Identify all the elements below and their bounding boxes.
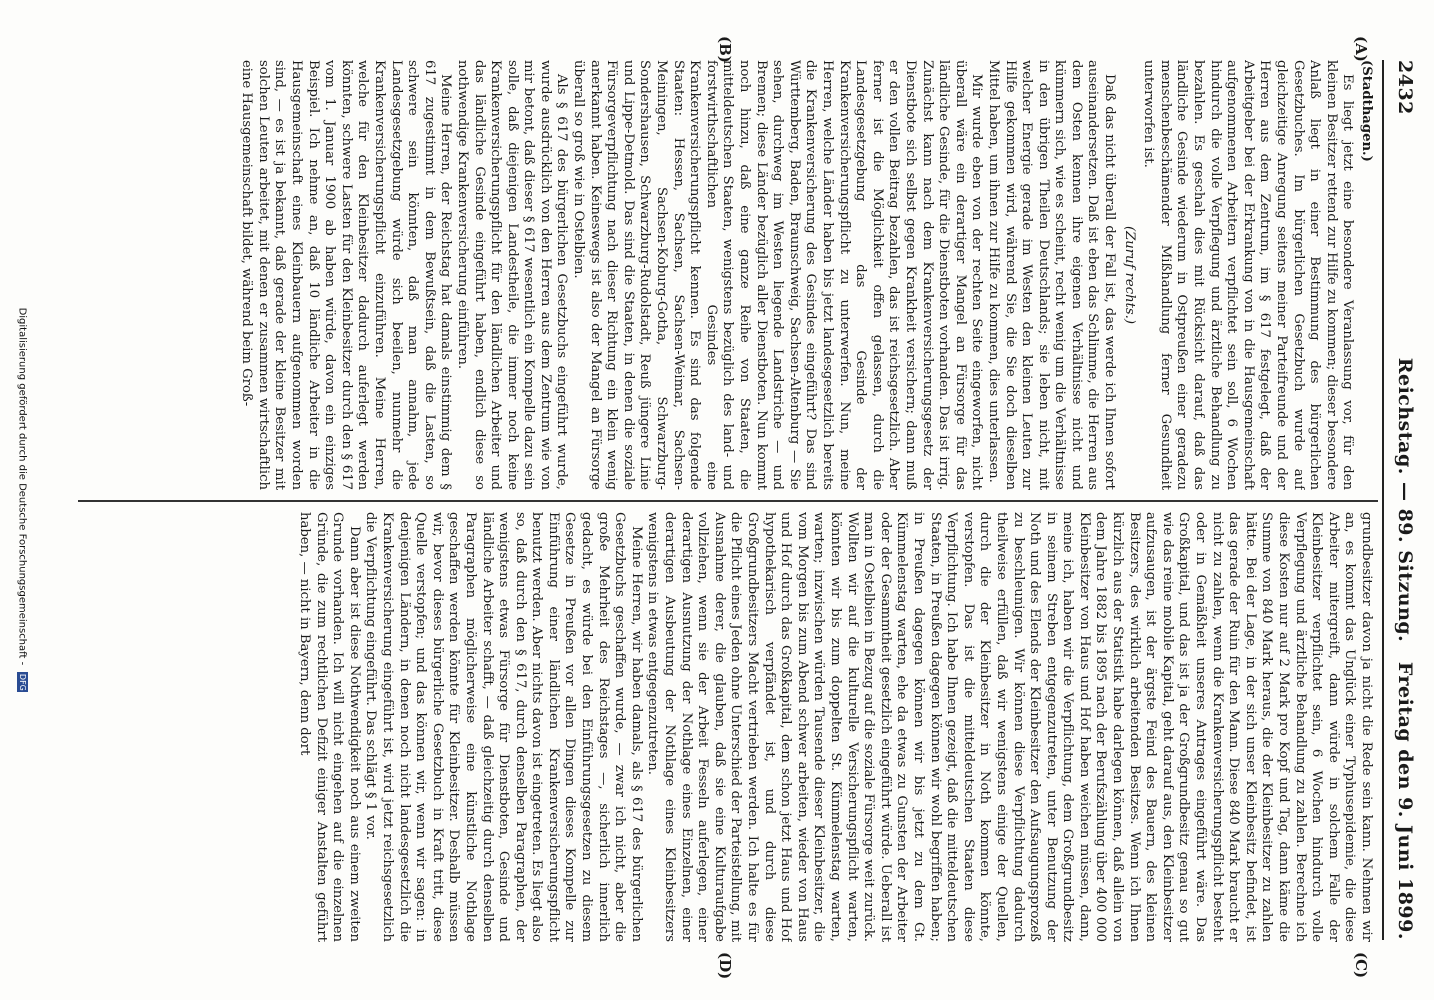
paragraph: grundbesitzer davon ja nicht die Rede sein kann. Nehmen wir an, es kommt das Unglück einer Typhusepidemie, die diese Arbeiter mitergreift, dann würde in solchem Falle der Kleinbesitzer verpflichtet sein, 6 Wochen hindurch volle Verpflegung und ärztliche Behandlung zu zahlen. Berechne ich diese Kosten nur auf 2 Mark pro Kopf und Tag, dann käme die Summe von 840 Mark heraus, die der Kleinbesitzer zu zahlen hätte. Bei der Lage, in der sich unser Kleinbesitz befindet, ist das gerade der Ruin für den Mann. Diese 840 Mark braucht er nicht zu zahlen, wenn die Krankenversicherungspflicht besteht oder in Gemäßheit unseres Antrages eingeführt wäre. Das Großkapital, und das ist ja der Großgrundbesitz genau so gut wie das reine mobile Kapital, geht darauf aus, den Kleinbesitzer aufzusaugen, ist der ärgste Feind des Bauern, des kleinen Besitzers, des wirklich arbeitenden Besitzes. Wenn ich Ihnen kürzlich aus der Statistik habe darlegen können, daß allein von dem Jahre 1882 bis 1895 nach der Berufszählung über 400 000 Kleinbesitzer von Haus und Hof haben weichen müssen, dann, meine ich, haben wir die Verpflichtung, dem Großgrundbesitz in seinem Streben entgegenzutreten, unter Benutzung der Noth und des Elends der Kleinbesitzer den Aufsaugungsprozeß zu beschleunigen. Wir können diese Verpflichtung dadurch theilweise erfüllen, daß wir wenigstens einige der Quellen, durch die der Kleinbesitzer in Noth kommen könnte, verstopfen. Das ist die mitteldeutschen Staaten diese Verpflichtung. Ich habe Ihnen gezeigt, daß die mitteldeutschen Staaten, in Preußen dagegen können wir wohl begriffen haben; in Preußen dagegen können wir bis jetzt zu dem Gt. Kümmelenstag warten, ehe da etwas zu Gunsten der Arbeiter oder der Gesammtheit gesetzlich eingeführt würde. Ueberall ist man in Ostelbien in Bezug auf die soziale Fürsorge weit zurück. Wollten wir auf die kulturelle Versicherungspflicht warten, könnten wir bis zum doppelten St. Kümmelenstag warten, warten; inzwischen würden Tausende dieser Kleinbesitzer, die vom Morgen bis zum Abend schwer arbeiten, wieder von Haus und Hof durch das Großkapital, dem schon jetzt Haus und Hof hypothekarisch verpfändet ist, und durch diese Großgrundbesitzers Macht vertrieben werden. Ich halte es für die Pflicht eines Jeden ohne Unterschied der Parteistellung, mit Ausnahme derer, die glauben, daß sie eine Kulturaufgabe vollziehen, wenn sie der Arbeit Fesseln auferlegen, einer derartigen Ausnutzung der Nothlage eines Einzelnen, einer derartigen Ausbeutung der Nothlage eines Kleinbesitzers wenigstens in etwas entgegenzutreten. <box>645 512 1374 942</box>
interjection: (Zuruf rechts.) <box>1121 225 1137 325</box>
page-number: 2432 <box>1394 60 1416 115</box>
speaker-name: (Stadthagen.) <box>1359 60 1374 162</box>
page-date: Freitag den 9. Juni 1899. <box>1394 661 1416 940</box>
digitization-credit <box>17 0 29 1000</box>
header-rule <box>1382 60 1384 940</box>
paragraph: Mir wurde eben von der rechten Seite eingeworfen, nicht überall wäre ein derartiger Mangel an Fürsorge für das ländliche Gesinde, für die Dienstboten vorhanden. Das ist irrig. Zunächst kann nach dem Krankenversicherungsgesetz der Dienstbote sich selbst gegen Krankheit versichern; dann muß er den vollen Beitrag bezahlen, das ist reichsgesetzlich. Aber ferner ist die Möglichkeit offen gelassen, durch die Landesgesetzgebung das Gesinde der Krankenversicherungspflicht zu unterwerfen. Nun, meine Herren, welche Länder haben bis jetzt landesgesetzlich bereits die Krankenversicherung des Gesindes eingeführt? Das sind Württemberg, Baden, Braunschweig, Sachsen-Altenburg — Sie sehen, durchweg im Westen liegende Landstriche — und Bremen; diese Länder bezüglich aller Dienstboten. Nun kommt noch hinzu, daß eine ganze Reihe von Staaten, die mitteldeutschen Staaten, wenigstens bezüglich des land- und forstwirthschaftlichen Gesindes eine Krankenversicherungspflicht kennen. Es sind das folgende Staaten: Hessen, Sachsen, Sachsen-Weimar, Sachsen-Meiningen, Sachsen-Koburg-Gotha, Schwarzburg-Sondershausen, Schwarzburg-Rudolstadt, Reuß jüngere Linie und Lippe-Detmold. Das sind die Staaten, in denen die soziale Fürsorgeverpflichtung nach dieser Richtung ein klein wenig anerkannt haben. Keineswegs ist also der Mangel an Fürsorge überall so groß wie in Ostelbien. <box>571 60 985 490</box>
credit-text: Digitalisierung gefördert durch die Deutsche Forschungsgemeinschaft - <box>16 307 28 666</box>
paragraph: Es liegt jetzt eine besondere Veranlassung vor, für den kleinen Besitzer rettend zur Hilfe zu kommen; dieser besondere Anlaß liegt in einer Bestimmung des bürgerlichen Gesetzbuches. Im bürgerlichen Gesetzbuch wurde auf gleichzeitige Anregung seitens meiner Parteifreunde und der Herren aus dem Zentrum, im § 617 festgelegt, daß der Arbeitgeber bei der Erkrankung von in die Hausgemeinschaft aufgenommenen Arbeitern verpflichtet sein soll, 6 Wochen hindurch die volle Verpflegung und ärztliche Behandlung zu bezahlen. Es geschah dies mit Rücksicht darauf, daß das ländliche Gesinde wiederum in Ostpreußen einer geradezu menschenbeschämender Mißhandlung ferner Gesundheit unterworfen ist. <box>1141 60 1356 490</box>
right-column <box>94 512 1374 942</box>
margin-marker-d: (D) <box>716 952 734 980</box>
margin-marker-c: (C) <box>1352 952 1370 979</box>
dfg-logo-icon: DFG <box>18 673 27 691</box>
page-header <box>1386 60 1420 940</box>
paragraph: Daß das nicht überall der Fall ist, das werde ich Ihnen sofort auseinandersetzen. Daß ist eben das Schlimme, die Herren aus dem Osten kennen ihre eigenen Verhältnisse nicht und kümmern sich, wie es scheint, recht wenig um die Verhältnisse in den übrigen Theilen Deutschlands; sie leben nicht, mit welcher Energie gerade im Westen den kleinen Leuten zur Hilfe gekommen wird, während Sie, die Sie doch dieselben Mittel haben, um ihnen zur Hilfe zu kommen, dies unterlassen. <box>985 60 1118 490</box>
margin-marker-b: (B) <box>716 36 734 63</box>
paragraph: Dann aber ist diese Nothwendigkeit noch aus einem zweiten Grunde vorhanden. Ich will nicht eingehen auf die einzelnen Gründe, die zum rechtlichen Defizit einiger Anstalten geführt haben, — nicht in Bayern, denn dort <box>297 512 362 942</box>
margin-marker-a: (A) <box>1352 36 1370 62</box>
column-divider <box>78 500 1378 502</box>
page-title: Reichstag. — 89. Sitzung. <box>1394 357 1416 643</box>
paragraph: Meine Herren, der Reichstag hat damals einstimmig dem § 617 zugestimmt in dem Bewußtsein, daß die Lasten, so schwere sein könnten, daß man annahm, jede Landesgesetzgebung würde sich beeilen, nunmehr die Krankenversicherungspflicht einzuführen. Meine Herren, welche für den Kleinbesitzer dadurch auferlegt werden könnten, schwere Lasten für den Kleinbesitzer durch den § 617 vom 1. Januar 1900 ab haben würde, davon ein einziges Beispiel. Ich nehme an, daß 10 ländliche Arbeiter in die Hausgemeinschaft eines Kleinbauern aufgenommen worden sind, — es ist ja bekannt, daß gerade der kleine Besitzer mit solchen Leuten arbeitet, mit denen er zusammen wirtschaftlich eine Hausgemeinschaft bildet, während beim Groß- <box>239 60 454 490</box>
left-column <box>94 60 1374 490</box>
paragraph: Meine Herren, wir haben damals, als § 617 des bürgerlichen Gesetzbuchs geschaffen wurde, — zwar ich nicht, aber die große Mehrheit des Reichstages —, sicherlich innerlich gedacht, es würde bei den Einführungsgesetzen zu diesem Gesetze in Preußen vor allen Dingen dieses Kompelle zur Einführung einer ländlichen Krankenversicherungspflicht benutzt werden. Aber nichts davon ist eingetreten. Es liegt also so, daß durch den § 617, durch denselben Paragraphen, der wenigstens etwas Fürsorge für Dienstboten, Gesinde und ländliche Arbeiter schafft, — daß gleichzeitig durch denselben Paragraphen möglicherweise eine künstliche Nothlage geschaffen werden könnte für Kleinbesitzer. Deshalb müssen wir, bevor dieses bürgerliche Gesetzbuch in Kraft tritt, diese Quelle verstopfen; und das können wir, wenn wir sagen: in denjenigen Ländern, in denen noch nicht landesgesetzlich die Krankenversicherung eingeführt ist, wird jetzt reichsgesetzlich die Verpflichtung eingeführt. Das schlägt § 1 vor. <box>363 512 644 942</box>
paragraph: Als § 617 des bürgerlichen Gesetzbuchs eingeführt wurde, wurde ausdrücklich von den Herren aus dem Zentrum wie von mir betont, daß dieser § 617 wesentlich ein Kompelle dazu sein solle, daß diejenigen Landestheile, die immer noch keine Krankenversicherungspflicht für den ländlichen Arbeiter und das ländliche Gesinde eingeführt haben, endlich diese so nothwendige Krankenversicherung einführen. <box>454 60 570 490</box>
